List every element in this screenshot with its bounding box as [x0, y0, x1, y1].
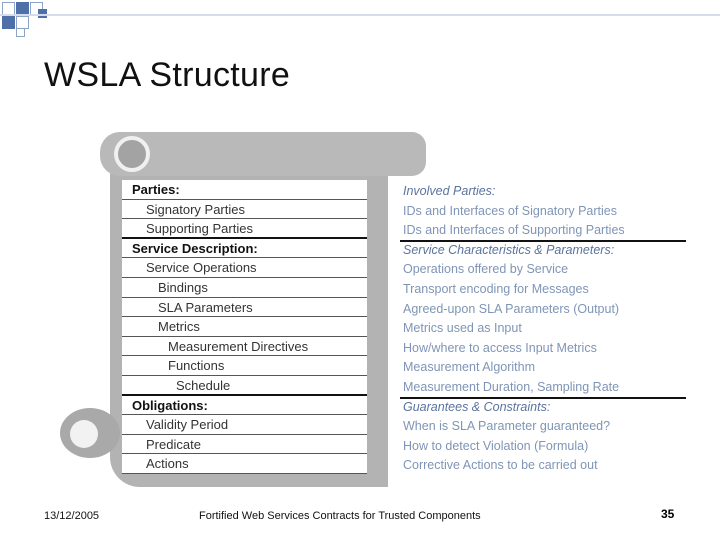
- structure-item-label: Actions: [146, 456, 189, 472]
- structure-item-label: Service Description:: [132, 240, 258, 256]
- structure-item: [122, 278, 367, 298]
- structure-item-label: Functions: [168, 358, 225, 374]
- structure-item: [122, 258, 367, 278]
- structure-item-label: Obligations:: [132, 397, 208, 413]
- structure-item-label: Measurement Directives: [168, 338, 309, 354]
- description-heading: Guarantees & Constraints:: [403, 399, 551, 414]
- structure-item: [122, 317, 367, 337]
- scroll-curl-icon: [70, 420, 98, 448]
- structure-item-label: Signatory Parties: [146, 201, 245, 217]
- structure-section-heading: [122, 180, 367, 200]
- description-item: How/where to access Input Metrics: [403, 340, 597, 355]
- structure-item: [122, 435, 367, 455]
- slide-title: WSLA Structure: [44, 56, 291, 94]
- header-decoration: [0, 0, 60, 40]
- description-heading: Service Characteristics & Parameters:: [403, 242, 615, 257]
- structure-item-label: SLA Parameters: [158, 299, 253, 315]
- structure-item: [122, 415, 367, 435]
- description-item: Measurement Duration, Sampling Rate: [403, 379, 620, 394]
- structure-item-label: Parties:: [132, 182, 180, 197]
- description-item: When is SLA Parameter guaranteed?: [403, 419, 611, 434]
- structure-item-label: Supporting Parties: [146, 221, 253, 237]
- description-item: Agreed-upon SLA Parameters (Output): [403, 301, 620, 316]
- structure-item: [122, 454, 367, 474]
- structure-item-label: Validity Period: [146, 417, 229, 433]
- structure-item-label: Bindings: [158, 279, 208, 295]
- deco-square: [2, 16, 15, 29]
- structure-item-label: Predicate: [146, 436, 201, 452]
- footer-text: Fortified Web Services Contracts for Trusted Components: [199, 510, 481, 522]
- description-item: IDs and Interfaces of Supporting Parties: [403, 223, 625, 238]
- structure-item: [122, 298, 367, 318]
- structure-item: [122, 337, 367, 357]
- description-item: Transport encoding for Messages: [403, 281, 589, 296]
- description-heading: Involved Parties:: [403, 184, 496, 198]
- description-list: [403, 182, 668, 476]
- structure-item: [122, 200, 367, 220]
- structure-section-heading: [122, 396, 367, 416]
- description-item: Metrics used as Input: [403, 321, 522, 336]
- structure-item-label: Schedule: [176, 377, 231, 393]
- description-item: Operations offered by Service: [403, 262, 569, 277]
- page-number: 35: [661, 507, 675, 521]
- structure-item: [122, 376, 367, 396]
- structure-item-label: Service Operations: [146, 260, 257, 276]
- structure-item-label: Metrics: [158, 319, 200, 335]
- description-item: Corrective Actions to be carried out: [403, 458, 598, 473]
- structure-item: [122, 219, 367, 239]
- description-item: Measurement Algorithm: [403, 360, 536, 375]
- header-line: [0, 14, 720, 16]
- scroll-curl-icon: [114, 136, 150, 172]
- structure-table: [122, 180, 367, 474]
- footer-date: 13/12/2005: [44, 510, 100, 522]
- deco-square: [16, 28, 25, 37]
- description-item: IDs and Interfaces of Signatory Parties: [403, 203, 617, 218]
- description-item: How to detect Violation (Formula): [403, 438, 589, 453]
- structure-item: [122, 356, 367, 376]
- structure-section-heading: [122, 239, 367, 259]
